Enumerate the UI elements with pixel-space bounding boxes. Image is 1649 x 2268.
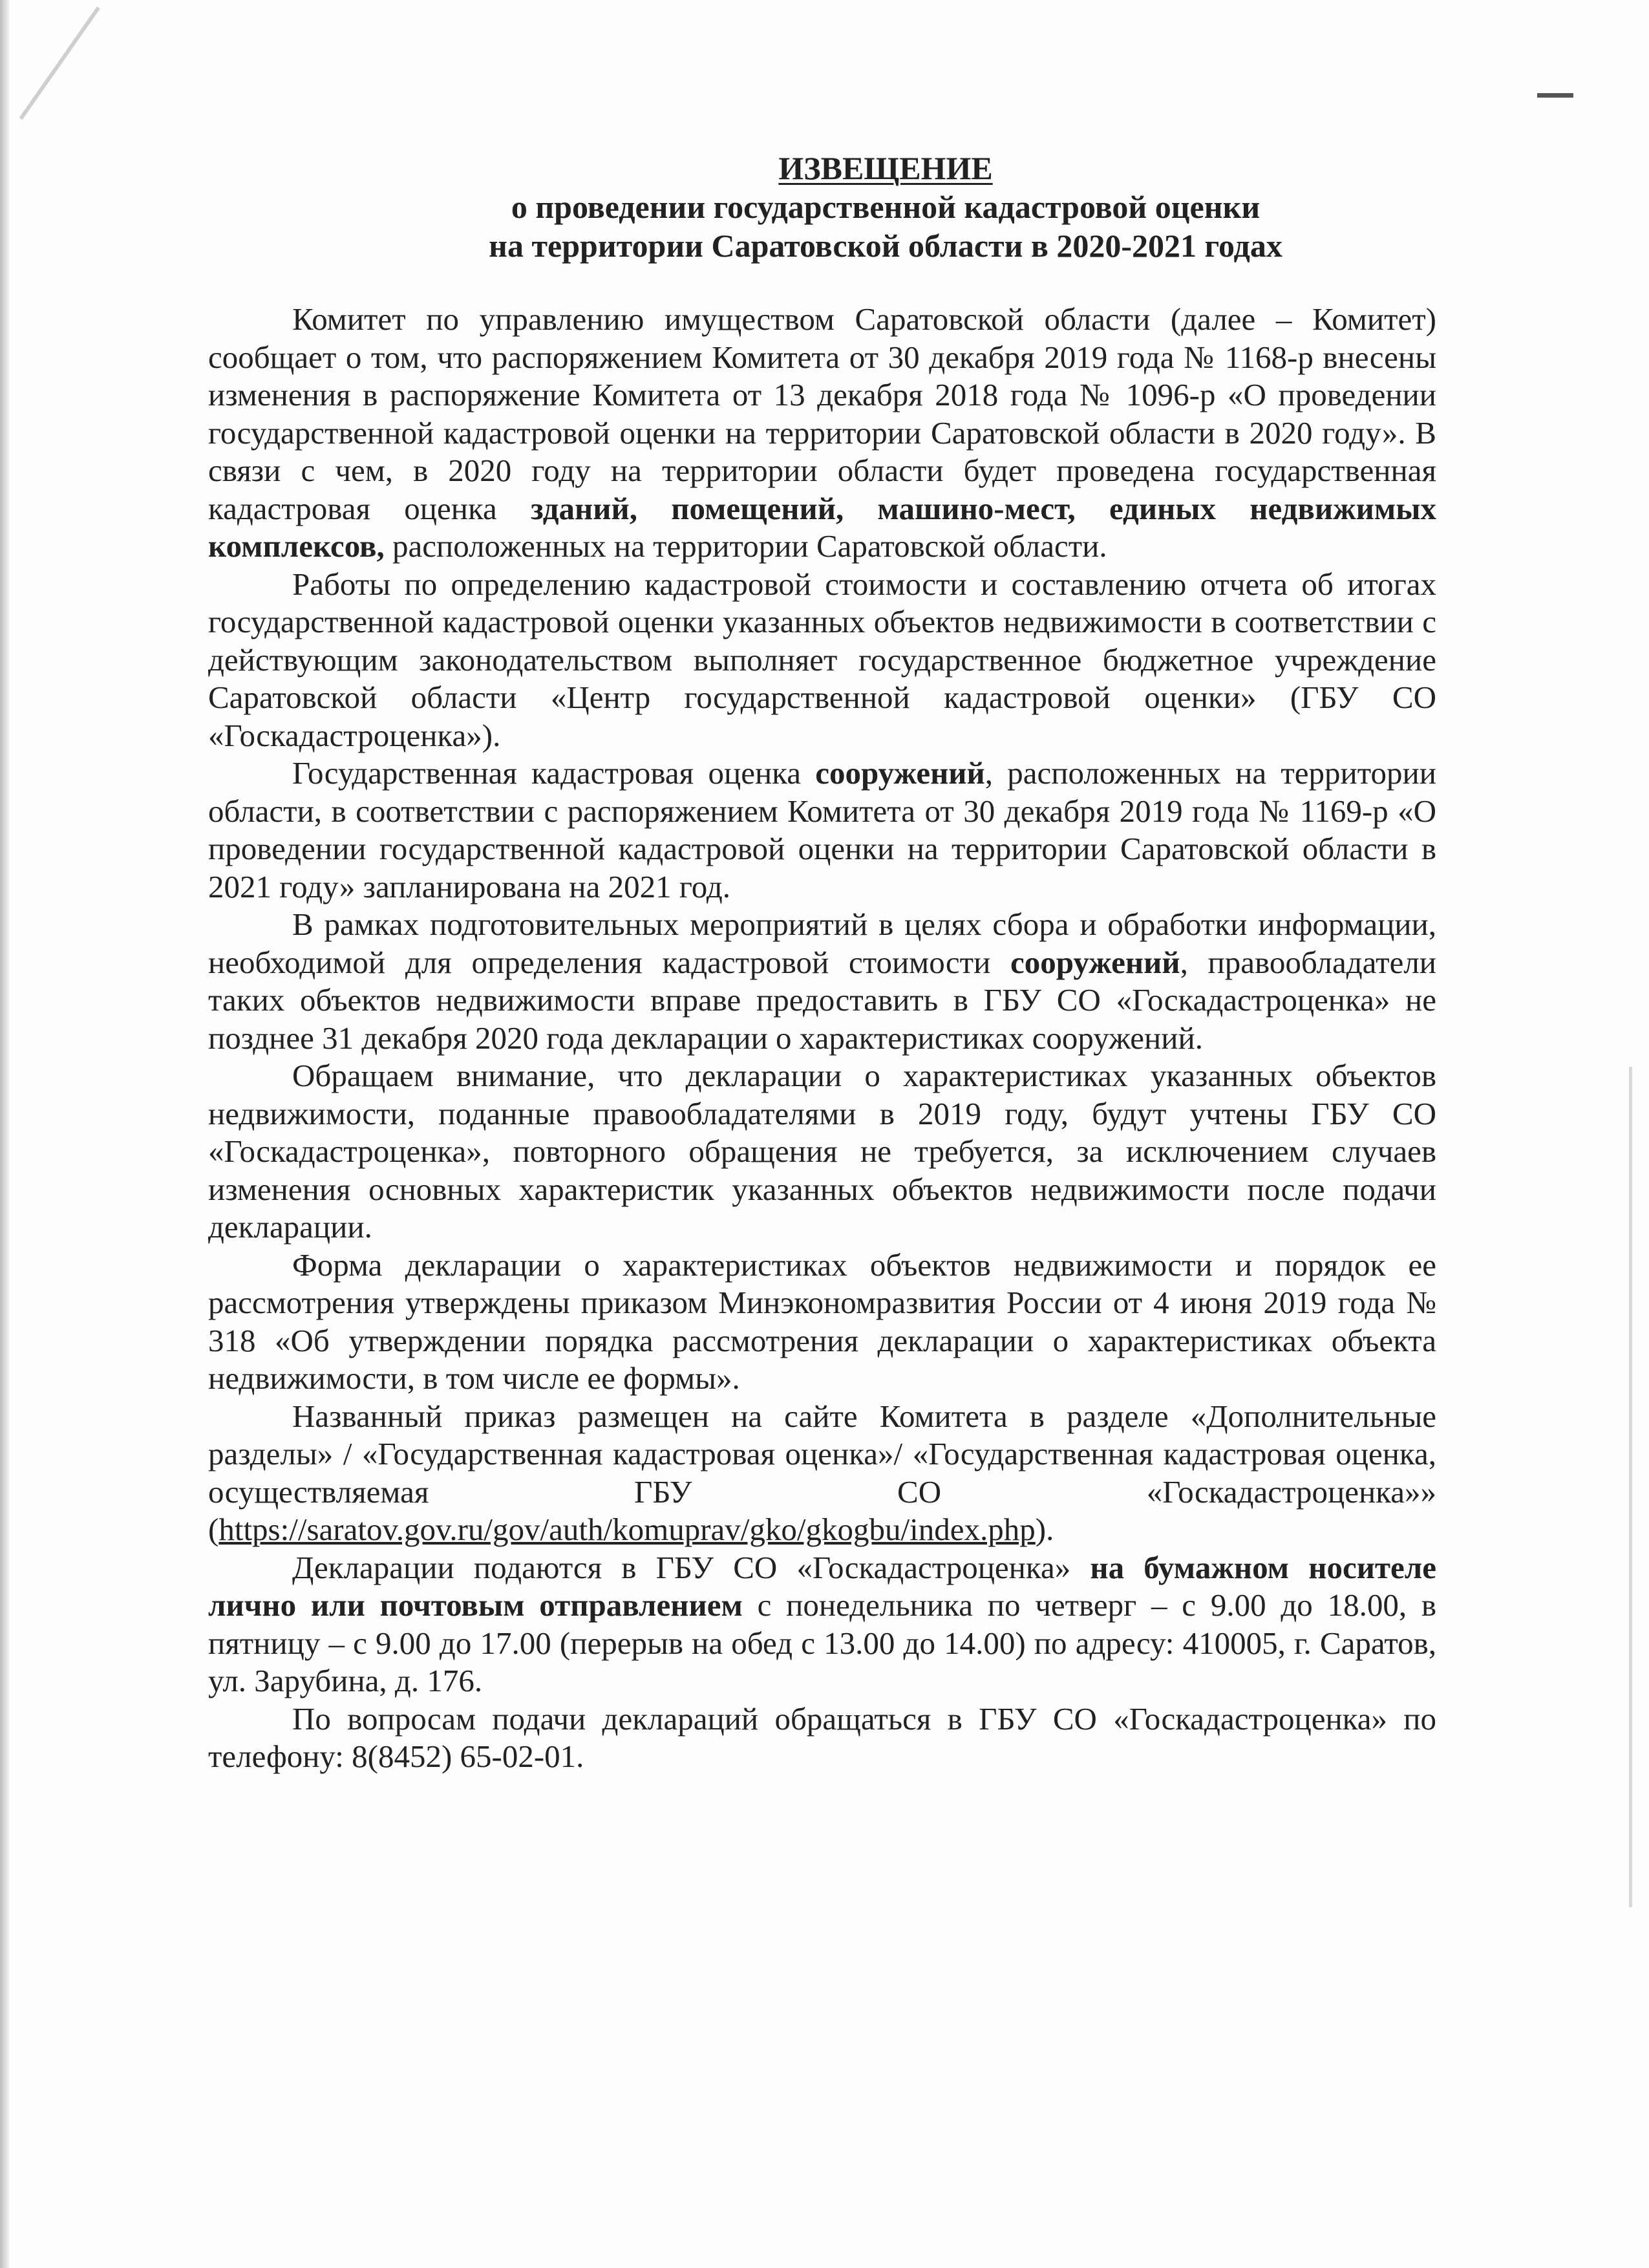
- scan-shadow-right: [1629, 1067, 1632, 1907]
- paragraph-text: Декларации подаются в ГБУ СО «Госкадастроценка»: [292, 1549, 1090, 1585]
- paragraph-text: Комитет по управлению имуществом Саратовской области (далее – Комитет) сообщает о том, что распоряжением Комитета от 30 декабря 2019 года № 1168-р внесены изменения в распоряжение Комитета от 13 декабря 2018 года № 1096-р «О проведении государственной кадастровой оценки на территории Саратовской области в 2020 году». В связи с чем, в 2020 году на территории области будет проведена государственная кадастровая оценка: [208, 301, 1436, 526]
- bold-submission-method: на бумажном носителе лично или почтовым отправлением: [208, 1549, 1436, 1623]
- paragraph-order-published: [208, 1398, 1436, 1549]
- paragraph-text: , расположенных на территории области, в соответствии с распоряжением Комитета от 30 декабря 2019 года № 1169-р «О проведении государственной кадастровой оценки на территории Саратовской области в 2021 году» запланирована на 2021 год.: [208, 755, 1436, 904]
- scan-crease-line: [19, 6, 100, 120]
- paragraph-contact-phone: По вопросам подачи деклараций обращаться в ГБУ СО «Госкадастроценка» по телефону: 8(8452) 65-02-01.: [208, 1700, 1436, 1774]
- paragraph-text: , правообладатели таких объектов недвижимости вправе предоставить в ГБУ СО «Госкадастроценка» не позднее 31 декабря 2020 года декларации о характеристиках сооружений.: [208, 944, 1436, 1056]
- paragraph-text: с понедельника по четверг – с 9.00 до 18.00, в пятницу – с 9.00 до 17.00 (перерыв на обед с 13.00 до 14.00) по адресу: 410005, г. Саратов, ул. Зарубина, д. 176.: [208, 1587, 1436, 1698]
- paragraph-declaration-form: Форма декларации о характеристиках объектов недвижимости и порядок ее рассмотрения утверждены приказом Минэкономразвития России от 4 июня 2019 года № 318 «Об утверждении порядка рассмотрения декларации о характеристиках объекта недвижимости, в том числе ее формы».: [208, 1246, 1436, 1396]
- website-link[interactable]: https://saratov.gov.ru/gov/auth/komuprav/gko/gkogbu/index.php: [218, 1512, 1036, 1547]
- paragraph-preparatory-measures: [208, 906, 1436, 1057]
- title-heading: ИЗВЕЩЕНИЕ: [778, 150, 993, 186]
- scan-mark: [1537, 93, 1573, 98]
- paragraph-text: Названный приказ размещен на сайте Комитета в разделе «Дополнительные разделы» / «Государственная кадастровая оценка»/ «Государственная кадастровая оценка, осуществляемая ГБУ СО «Госкадастроценка»» (: [208, 1398, 1436, 1547]
- paragraph-structures-2021: [208, 754, 1436, 906]
- notice-title: [207, 149, 1564, 265]
- paragraph-works: Работы по определению кадастровой стоимости и составлению отчета об итогах государственной кадастровой оценки указанных объектов недвижимости в соответствии с действующим законодательством выполняет государственное бюджетное учреждение Саратовской области «Центр государственной кадастровой оценки» (ГБУ СО «Госкадастроценка»).: [208, 566, 1436, 753]
- bold-structures: сооружений: [1010, 944, 1180, 980]
- notice-body: [208, 301, 1436, 1776]
- paragraph-text: расположенных на территории Саратовской области.: [384, 528, 1107, 564]
- paragraph-text: Государственная кадастровая оценка: [292, 755, 816, 791]
- paragraph-text: ).: [1035, 1512, 1054, 1547]
- bold-structures: сооружений: [815, 755, 985, 791]
- paragraph-submission: [208, 1549, 1436, 1700]
- bold-object-types: зданий, помещений, машино-мест, единых недвижимых комплексов,: [208, 490, 1436, 564]
- paragraph-attention: Обращаем внимание, что декларации о характеристиках указанных объектов недвижимости, поданные правообладателями в 2019 году, будут учтены ГБУ СО «Госкадастроценка», повторного обращения не требуется, за исключением случаев изменения основных характеристик указанных объектов недвижимости после подачи декларации.: [208, 1058, 1436, 1245]
- paragraph-committee-announcement: [208, 301, 1436, 566]
- title-subheading-line-1: о проведении государственной кадастровой оценки: [511, 189, 1261, 225]
- scan-shadow-left: [0, 0, 9, 2268]
- paragraph-text: В рамках подготовительных мероприятий в целях сбора и обработки информации, необходимой для определения кадастровой стоимости: [208, 906, 1436, 980]
- title-subheading-line-2: на территории Саратовской области в 2020-2021 годах: [489, 228, 1282, 264]
